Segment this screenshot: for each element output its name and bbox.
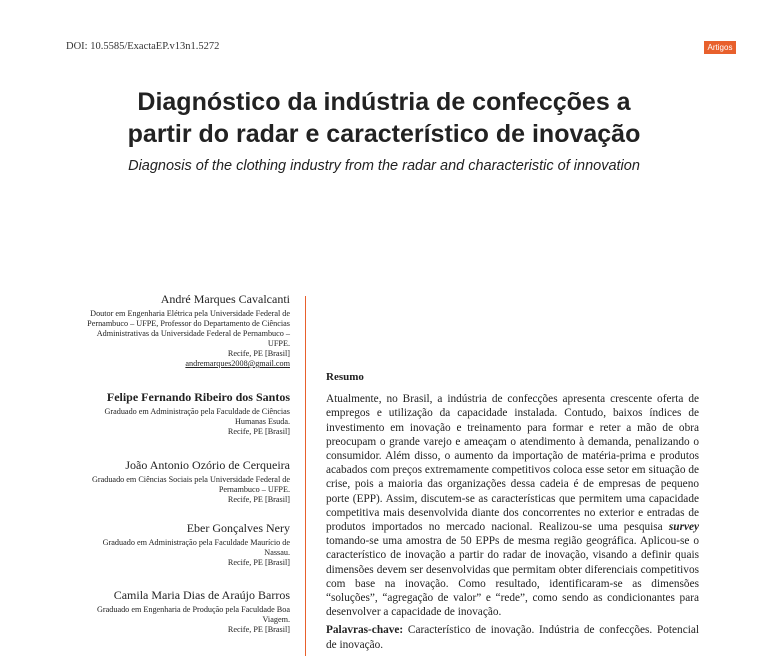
author-affiliation: Graduado em Ciências Sociais pela Universidade Federal de: [91, 475, 290, 484]
author-affiliation: Pernambuco – UFPE.: [218, 485, 290, 494]
author-block-1: [60, 292, 290, 369]
article-subtitle: Diagnosis of the clothing industry from the radar and characteristic of innovation: [128, 158, 640, 174]
author-name: Eber Gonçalves Nery: [186, 521, 290, 535]
author-affiliation: Doutor em Engenharia Elétrica pela Universidade Federal de: [90, 309, 290, 318]
author-location: Recife, PE [Brasil]: [227, 558, 290, 567]
author-location: Recife, PE [Brasil]: [227, 427, 290, 436]
author-name: André Marques Cavalcanti: [160, 292, 290, 306]
title-line-1: Diagnóstico da indústria de confecções a: [137, 88, 631, 116]
author-location: Recife, PE [Brasil]: [227, 625, 290, 634]
abstract-text-part-2: tomando-se uma amostra de 50 EPPs de mesma região geográfica. Aplicou-se o característico de inovação a partir do radar de inovação, visando a definir quais dimensões devem ser desenvolvidas que permitam obter diferenciais competitivos com base na inovação. Como resultado, identificaram-se as dimensões “soluções”, “agregação de valor” e “rede”, como sendo as condicionantes para desenvolver a capacidade de inovação.: [326, 535, 699, 619]
author-email-link[interactable]: andremarques2008@gmail.com: [185, 359, 290, 368]
column-divider: [305, 296, 306, 656]
author-block-4: [60, 521, 290, 568]
keywords: [326, 623, 699, 651]
title-line-2: partir do radar e característico de inovação: [127, 120, 641, 148]
author-name: Camila Maria Dias de Araújo Barros: [113, 588, 290, 602]
keywords-text: Característico de inovação. Indústria de confecções. Potencial de inovação.: [326, 624, 700, 651]
author-affiliation: Nassau.: [264, 548, 290, 557]
author-block-5: [60, 588, 290, 635]
doi-line: DOI: 10.5585/ExactaEP.v13n1.5272: [66, 41, 220, 52]
author-affiliation: Administrativas da Universidade Federal de Pernambuco –: [96, 329, 290, 338]
author-location: Recife, PE [Brasil]: [227, 495, 290, 504]
author-affiliation: Graduado em Engenharia de Produção pela Faculdade Boa: [96, 605, 290, 614]
abstract-body: [326, 392, 699, 619]
author-affiliation: Pernambuco – UFPE, Professor do Departamento de Ciências: [87, 319, 290, 328]
author-affiliation: Humanas Esuda.: [234, 417, 290, 426]
survey-term: survey: [668, 521, 700, 534]
author-affiliation: UFPE.: [267, 339, 290, 348]
abstract-heading: Resumo: [326, 371, 364, 383]
abstract-section: [326, 370, 699, 652]
article-title: [30, 86, 738, 150]
author-block-2: [60, 390, 290, 437]
author-affiliation: Viagem.: [262, 615, 290, 624]
section-badge: Artigos: [704, 41, 736, 54]
keywords-label: Palavras-chave:: [326, 624, 404, 637]
abstract-text-part-1: Atualmente, no Brasil, a indústria de confecções apresenta crescente oferta de empregos e utilização da capacidade instalada. Contudo, baixos índices de investimento em inovação e treinamento para formar e reter a mão de obra preocupam o grande varejo e ameaçam o atendimento à demanda, penalizando o consumidor. Além disso, o aumento da importação de matéria-prima e produtos acabados com preços extremamente competitivos coloca esse setor em situação de crise, pois a maioria das organizações dessa cadeia é de empresas de pequeno porte (EPP). Assim, discutem-se as características que permitem uma capacidade competitiva mais desenvolvida diante dos concorrentes no exterior e entradas de produtos importados no mercado nacional. Realizou-se uma pesquisa: [326, 393, 699, 534]
author-affiliation: Graduado em Administração pela Faculdade Maurício de: [102, 538, 290, 547]
author-name: Felipe Fernando Ribeiro dos Santos: [106, 390, 290, 404]
author-block-3: [60, 458, 290, 505]
author-location: Recife, PE [Brasil]: [227, 349, 290, 358]
author-name: João Antonio Ozório de Cerqueira: [125, 458, 290, 472]
author-affiliation: Graduado em Administração pela Faculdade de Ciências: [104, 407, 290, 416]
